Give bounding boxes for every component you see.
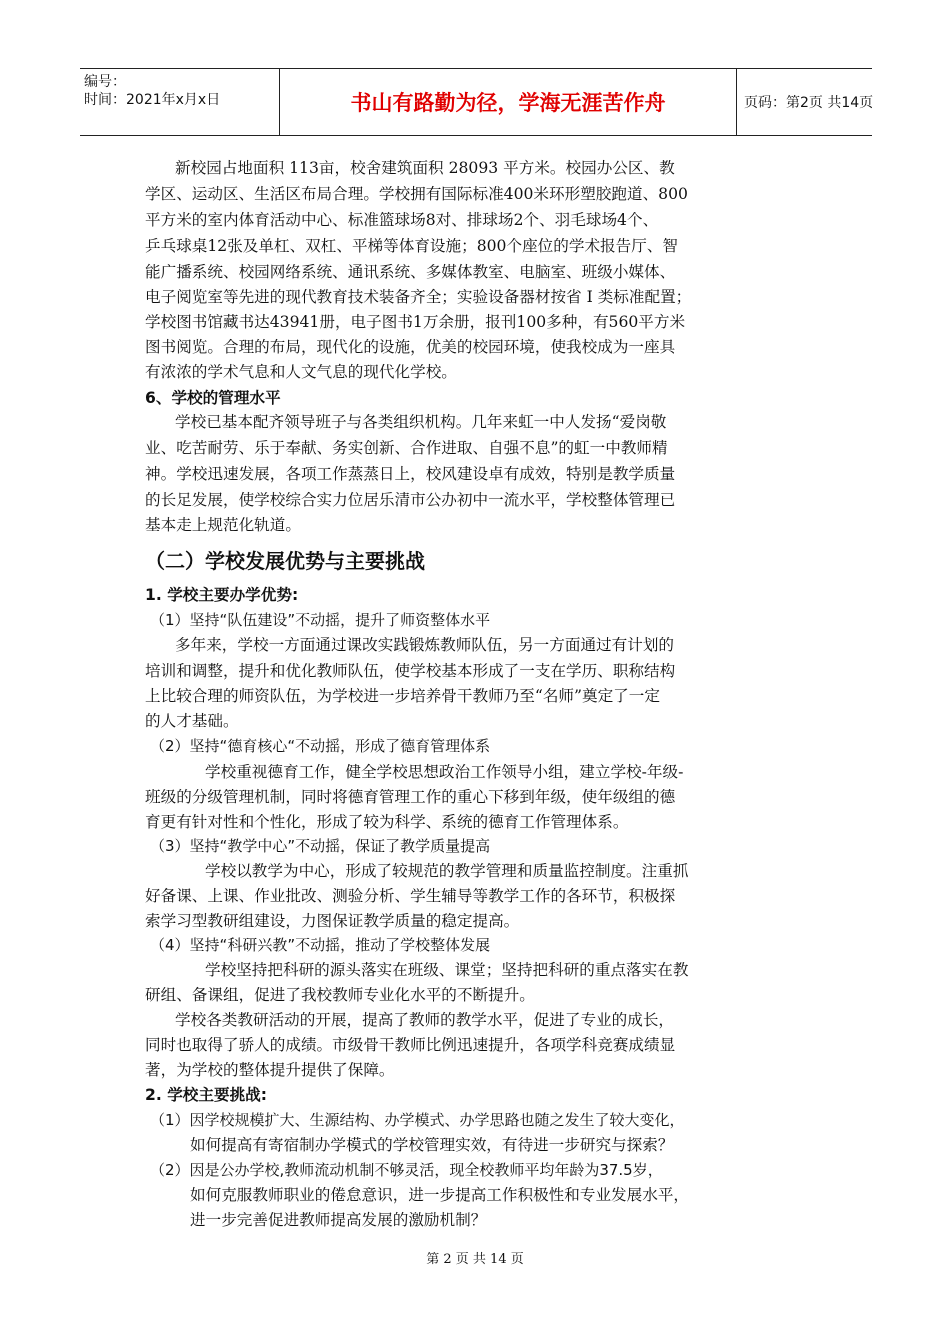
header-motto-cell bbox=[279, 69, 737, 135]
item-heading: （4）坚持“科研兴教”不动摇，推动了学校整体发展 bbox=[150, 936, 491, 954]
body-line: 能广播系统、校园网络系统、通讯系统、多媒体教室、电脑室、班级小媒体、 bbox=[145, 263, 676, 281]
page-header bbox=[80, 68, 872, 136]
body-line: 班级的分级管理机制，同时将德育管理工作的重心下移到年级，使年级组的德 bbox=[145, 788, 676, 806]
body-line: 索学习型教研组建设，力图保证教学质量的稳定提高。 bbox=[145, 912, 520, 930]
body-line: 图书阅览。合理的布局，现代化的设施，优美的校园环境，使我校成为一座具 bbox=[145, 338, 676, 356]
body-line: （2）因是公办学校,教师流动机制不够灵活，现全校教师平均年龄为37.5岁， bbox=[150, 1161, 663, 1179]
body-line: 学校各类教研活动的开展，提高了教师的教学水平，促进了专业的成长， bbox=[175, 1011, 675, 1029]
body-line: 有浓浓的学术气息和人文气息的现代化学校。 bbox=[145, 363, 457, 381]
body-line: 平方米的室内体育活动中心、标准篮球场8对、排球场2个、羽毛球场4个、 bbox=[145, 211, 659, 229]
body-line: 神。学校迅速发展，各项工作蒸蒸日上，校风建设卓有成效，特别是教学质量 bbox=[145, 465, 676, 483]
subsection-heading: 1. 学校主要办学优势: bbox=[145, 586, 299, 604]
body-line: 学校坚持把科研的源头落实在班级、课堂；坚持把科研的重点落实在教 bbox=[205, 961, 689, 979]
body-line: 如何提高有寄宿制办学模式的学校管理实效，有待进一步研究与探索？ bbox=[190, 1136, 674, 1154]
body-line: 研组、备课组，促进了我校教师专业化水平的不断提升。 bbox=[145, 986, 535, 1004]
body-line: 学校图书馆藏书达43941册，电子图书1万余册，报刊100多种，有560平方米 bbox=[145, 313, 686, 331]
body-line: 学校以教学为中心，形成了较规范的教学管理和质量监控制度。注重抓 bbox=[205, 862, 689, 880]
body-line: 电子阅览室等先进的现代教育技术装备齐全；实验设备器材按省 Ⅰ 类标准配置； bbox=[145, 288, 692, 306]
body-line: （1）因学校规模扩大、生源结构、办学模式、办学思路也随之发生了较大变化， bbox=[150, 1111, 685, 1129]
body-line: 基本走上规范化轨道。 bbox=[145, 516, 301, 534]
body-line: 著，为学校的整体提升提供了保障。 bbox=[145, 1061, 395, 1079]
header-meta bbox=[84, 69, 279, 135]
body-line: 学校重视德育工作，健全学校思想政治工作领导小组，建立学校-年级- bbox=[205, 763, 684, 781]
body-line: 育更有针对性和个性化，形成了较为科学、系统的德育工作管理体系。 bbox=[145, 813, 629, 831]
item-heading: （2）坚持“德育核心“不动摇，形成了德育管理体系 bbox=[150, 737, 491, 755]
body-line: 的长足发展，使学校综合实力位居乐清市公办初中一流水平，学校整体管理已 bbox=[145, 491, 676, 509]
body-line: 学区、运动区、生活区布局合理。学校拥有国际标准400米环形塑胶跑道、800 bbox=[145, 185, 688, 203]
document-date-label: 时间：2021年x月x日 bbox=[84, 92, 221, 108]
subsection-heading: 2. 学校主要挑战: bbox=[145, 1086, 268, 1104]
body-line: 上比较合理的师资队伍，为学校进一步培养骨干教师乃至“名师”奠定了一定 bbox=[145, 687, 660, 705]
section-heading: 6、学校的管理水平 bbox=[145, 389, 281, 407]
body-line: 的人才基础。 bbox=[145, 712, 239, 730]
item-heading: （1）坚持“队伍建设”不动摇，提升了师资整体水平 bbox=[150, 611, 491, 629]
body-line: 同时也取得了骄人的成绩。市级骨干教师比例迅速提升，各项学科竞赛成绩显 bbox=[145, 1036, 676, 1054]
body-line: 多年来，学校一方面通过课改实践锻炼教师队伍，另一方面通过有计划的 bbox=[175, 636, 675, 654]
body-line: 如何克服教师职业的倦怠意识，进一步提高工作积极性和专业发展水平， bbox=[190, 1186, 690, 1204]
body-line: 学校已基本配齐领导班子与各类组织机构。几年来虹一中人发扬“爱岗敬 bbox=[175, 413, 667, 431]
body-line: 业、吃苦耐劳、乐于奉献、务实创新、合作进取、自强不息”的虹一中教师精 bbox=[145, 439, 668, 457]
body-line: 乒乓球桌12张及单杠、双杠、平梯等体育设施；800个座位的学术报告厅、智 bbox=[145, 237, 679, 255]
header-page-number: 页码：第2页 共14页 bbox=[744, 95, 874, 111]
body-line: 进一步完善促进教师提高发展的激励机制？ bbox=[190, 1211, 487, 1229]
page-footer: 第 2 页 共 14 页 bbox=[426, 1252, 524, 1267]
body-line: 培训和调整，提升和优化教师队伍，使学校基本形成了一支在学历、职称结构 bbox=[145, 662, 676, 680]
header-motto: 书山有路勤为径，学海无涯苦作舟 bbox=[350, 91, 666, 115]
body-line: 好备课、上课、作业批改、测验分析、学生辅导等教学工作的各环节，积极探 bbox=[145, 887, 676, 905]
section-title: （二）学校发展优势与主要挑战 bbox=[145, 549, 425, 573]
item-heading: （3）坚持“教学中心”不动摇，保证了教学质量提高 bbox=[150, 837, 491, 855]
body-line: 新校园占地面积 113亩，校舍建筑面积 28093 平方米。校园办公区、教 bbox=[175, 159, 675, 177]
document-number-label: 编号： bbox=[84, 74, 126, 90]
